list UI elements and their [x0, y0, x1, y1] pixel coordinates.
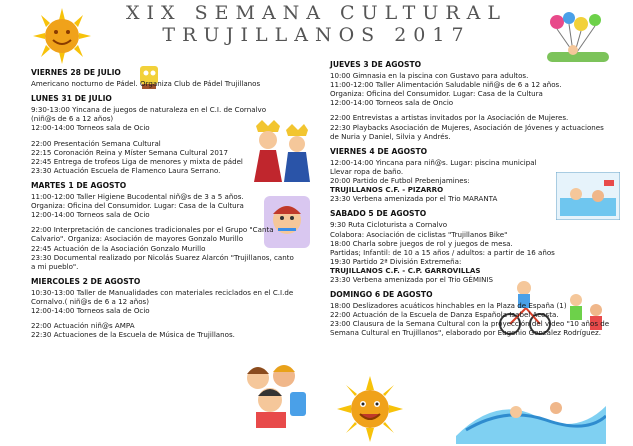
- event-line: 20:00 Partido de Futbol Prebenjamines:: [330, 176, 470, 186]
- day-heading-martes-1: MARTES 1 DE AGOSTO: [31, 180, 127, 190]
- event-line: 23:30 Actuación Escuela de Flamenco Laura Serrano.: [31, 165, 221, 175]
- football-match: TRUJILLANOS C.F. - C.P. GARROVILLAS: [330, 265, 481, 275]
- event-line: 9:30-13:00 Yincana de juegos de naturaleza en el C.I. de Cornalvo: [31, 105, 267, 115]
- event-line: 22:15 Coronación Reina y Míster Semana Cultural 2017: [31, 147, 228, 157]
- event-line: 22:00 Actuación de la Escuela de Danza Española Isabel Acosta.: [330, 310, 559, 320]
- event-line: 11:00-12:00 Taller Higiene Bucodental niñ@s de 3 a 5 años.: [31, 192, 244, 202]
- event-line: Organiza: Oficina del Consumidor. Lugar: Casa de la Cultura: [31, 201, 244, 211]
- football-match: TRUJILLANOS C.F. - PIZARRO: [330, 185, 444, 195]
- sun-clipart-bottom: [337, 376, 403, 442]
- event-line: 22:45 Actuación de la Asociación Gonzalo Murillo: [31, 243, 206, 253]
- event-line: 12:00-14:00 Yincana para niñ@s. Lugar: piscina municipal: [330, 157, 537, 167]
- event-line: 18:00 Charla sobre juegos de rol y juegos de mesa.: [330, 238, 513, 248]
- event-line: 22:30 Actuaciones de la Escuela de Música de Trujillanos.: [31, 330, 235, 340]
- event-line: 22:00 Actuación niñ@s AMPA: [31, 321, 135, 331]
- event-line: 11:00-12:00 Taller Alimentación Saludable niñ@s de 6 a 12 años.: [330, 80, 562, 90]
- event-line: (niñ@s de 6 a 12 años): [31, 114, 114, 124]
- title-line-2: TRUJILLANOS 2017: [162, 24, 471, 46]
- event-line: 22:00 Interpretación de canciones tradicionales por el Grupo "Canta: [31, 225, 274, 235]
- event-line: 22:30 Playbacks Asociación de Mujeres, Asociación de Jóvenes y actuaciones: [330, 122, 604, 132]
- event-line: 19:30 Partido 2ª División Extremeña:: [330, 256, 462, 266]
- event-line: 12:00-14:00 Torneos sala de Ocio: [31, 210, 150, 220]
- event-line: 22:45 Entrega de trofeos Liga de menores y mixta de pádel: [31, 156, 243, 166]
- event-line: 18:00 Deslizadores acuáticos hinchables en la Plaza de España (1): [330, 301, 567, 311]
- event-line: 10:00 Gimnasia en la piscina con Gustavo para adultos.: [330, 71, 529, 81]
- event-line: 23:00 Clausura de la Semana Cultural con la proyección del video "10 años de: [330, 319, 610, 329]
- event-line: 10:30-13:00 Taller de Manualidades con materiales reciclados en el C.I.de: [31, 287, 294, 297]
- day-heading-domingo-6: DOMINGO 6 DE AGOSTO: [330, 290, 433, 300]
- event-line: Semana Cultural en Trujillanos", elaborado por Eugenio González Rodríguez.: [330, 328, 601, 338]
- event-line: 23:30 Documental realizado por Nicolás Suarez Alarcón "Trujillanos, canto: [31, 252, 294, 262]
- event-line: Cornalvo.( niñ@s de 6 a 12 años): [31, 296, 150, 306]
- event-line: Llevar ropa de baño.: [330, 166, 404, 176]
- title-line-1: XIX SEMANA CULTURAL: [126, 2, 507, 24]
- event-line: 12:00-14:00 Torneos sala de Ocio: [31, 123, 150, 133]
- balloons-kids-clipart: [537, 12, 617, 64]
- event-line: 22:00 Entrevistas a artistas invitados por la Asociación de Mujeres.: [330, 113, 569, 123]
- event-line: 23:30 Verbena amenizada por el Trio MARANTA: [330, 194, 498, 204]
- water-slide-clipart: [456, 386, 606, 444]
- sun-clipart-top-left: [33, 8, 91, 64]
- event-line: a mi pueblo".: [31, 261, 79, 271]
- event-line: Americano nocturno de Pádel. Organiza Club de Pádel Trujillanos: [31, 79, 261, 89]
- event-line: Calvario". Organiza: Asociación de mayores Gonzalo Murillo: [31, 234, 244, 244]
- day-heading-viernes-28: VIERNES 28 DE JULIO: [31, 68, 121, 77]
- day-heading-lunes-31: LUNES 31 DE JULIO: [31, 94, 112, 104]
- kids-group-clipart: [238, 358, 310, 430]
- day-heading-miercoles-2: MIERCOLES 2 DE AGOSTO: [31, 276, 141, 286]
- day-heading-sabado-5: SABADO 5 DE AGOSTO: [330, 209, 427, 219]
- event-line: Organiza: Oficina del Consumidor. Lugar: Casa de la Cultura: [330, 89, 543, 99]
- event-line: 9:30 Ruta Cicloturista a Cornalvo: [330, 220, 448, 230]
- left-column: [31, 68, 321, 339]
- right-column: [330, 60, 630, 338]
- event-line: Colabora: Asociación de ciclistas "Trujillanos Bike": [330, 229, 508, 239]
- event-line: 12:00-14:00 Torneos sala de Oncio: [330, 98, 454, 108]
- event-line: 12:00-14:00 Torneos sala de Ocio: [31, 306, 150, 316]
- event-line: 22:00 Presentación Semana Cultural: [31, 138, 161, 148]
- day-heading-jueves-3: JUEVES 3 DE AGOSTO: [330, 60, 422, 69]
- event-line: Partidas; Infantil: de 10 a 15 años / adultos: a partir de 16 años: [330, 247, 555, 257]
- event-line: 23:30 Verbena amenizada por el Trio GÉMINIS: [330, 274, 493, 284]
- event-line: de Nuria y Daniel, Silvia y Andrés.: [330, 131, 451, 141]
- day-heading-viernes-4: VIERNES 4 DE AGOSTO: [330, 146, 428, 156]
